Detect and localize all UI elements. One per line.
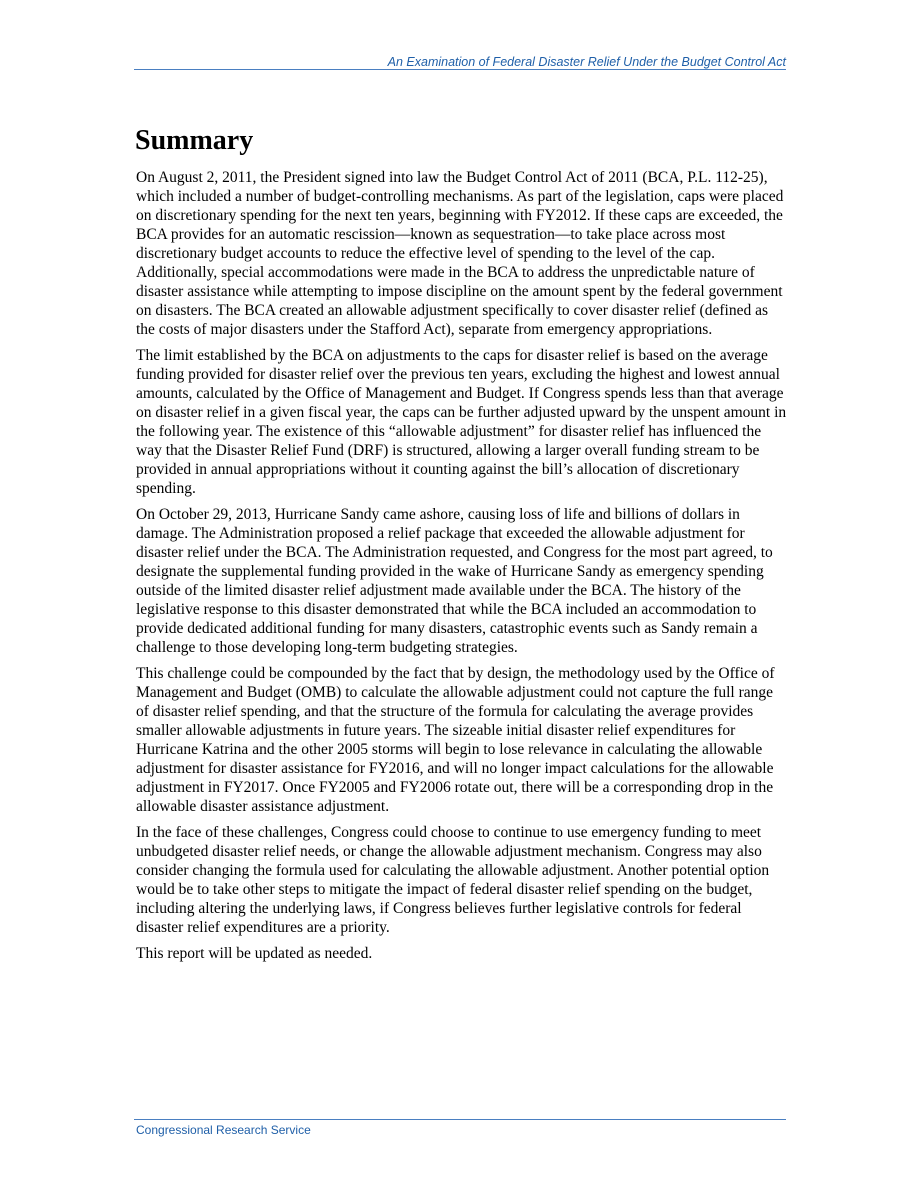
page-title: Summary xyxy=(135,125,254,156)
summary-paragraph: On August 2, 2011, the President signed into law the Budget Control Act of 2011 (BCA, P.L. 112-25), which included a number of budget-controlling mechanisms. As part of the legislation, caps were placed on discretionary spending for the next ten years, beginning with FY2012. If these caps are exceeded, the BCA provides for an automatic rescission—known as sequestration—to take place across most discretionary budget accounts to reduce the effective level of spending to the level of the cap. Additionally, special accommodations were made in the BCA to address the unpredictable nature of disaster assistance while attempting to impose discipline on the amount spent by the federal government on disasters. The BCA created an allowable adjustment specifically to cover disaster relief (defined as the costs of major disasters under the Stafford Act), separate from emergency appropriations. xyxy=(136,169,784,338)
footer-divider xyxy=(134,1119,786,1120)
summary-body xyxy=(136,168,788,970)
header-divider xyxy=(134,69,786,70)
summary-paragraph: On October 29, 2013, Hurricane Sandy came ashore, causing loss of life and billions of dollars in damage. The Administration proposed a relief package that exceeded the allowable adjustment for disaster relief under the BCA. The Administration requested, and Congress for the most part agreed, to designate the supplemental funding provided in the wake of Hurricane Sandy as emergency spending outside of the limited disaster relief adjustment made available under the BCA. The history of the legislative response to this disaster demonstrated that while the BCA included an accommodation to provide dedicated additional funding for many disasters, catastrophic events such as Sandy remain a challenge to those developing long-term budgeting strategies. xyxy=(136,506,773,656)
running-header: An Examination of Federal Disaster Relief Under the Budget Control Act xyxy=(387,55,786,69)
summary-paragraph: This challenge could be compounded by the fact that by design, the methodology used by the Office of Management and Budget (OMB) to calculate the allowable adjustment could not capture the full range of disaster relief spending, and that the structure of the formula for calculating the average provides smaller allowable adjustments in future years. The sizeable initial disaster relief expenditures for Hurricane Katrina and the other 2005 storms will begin to lose relevance in calculating the allowable adjustment for disaster assistance for FY2016, and will no longer impact calculations for the allowable adjustment in FY2017. Once FY2005 and FY2006 rotate out, there will be a corresponding drop in the allowable disaster assistance adjustment. xyxy=(136,665,775,815)
summary-paragraph: In the face of these challenges, Congress could choose to continue to use emergency funding to meet unbudgeted disaster relief needs, or change the allowable adjustment mechanism. Congress may also consider changing the formula used for calculating the allowable adjustment. Another potential option would be to take other steps to mitigate the impact of federal disaster relief spending on the budget, including altering the underlying laws, if Congress believes further legislative controls for federal disaster relief expenditures are a priority. xyxy=(136,824,770,936)
summary-paragraph: This report will be updated as needed. xyxy=(136,945,373,962)
running-footer: Congressional Research Service xyxy=(136,1123,311,1137)
summary-paragraph: The limit established by the BCA on adjustments to the caps for disaster relief is based on the average funding provided for disaster relief over the previous ten years, excluding the highest and lowest annual amounts, calculated by the Office of Management and Budget. If Congress spends less than that average on disaster relief in a given fiscal year, the caps can be further adjusted upward by the unspent amount in the following year. The existence of this “allowable adjustment” for disaster relief has influenced the way that the Disaster Relief Fund (DRF) is structured, allowing a larger overall funding stream to be provided in annual appropriations without it counting against the bill’s allocation of discretionary spending. xyxy=(136,347,787,497)
